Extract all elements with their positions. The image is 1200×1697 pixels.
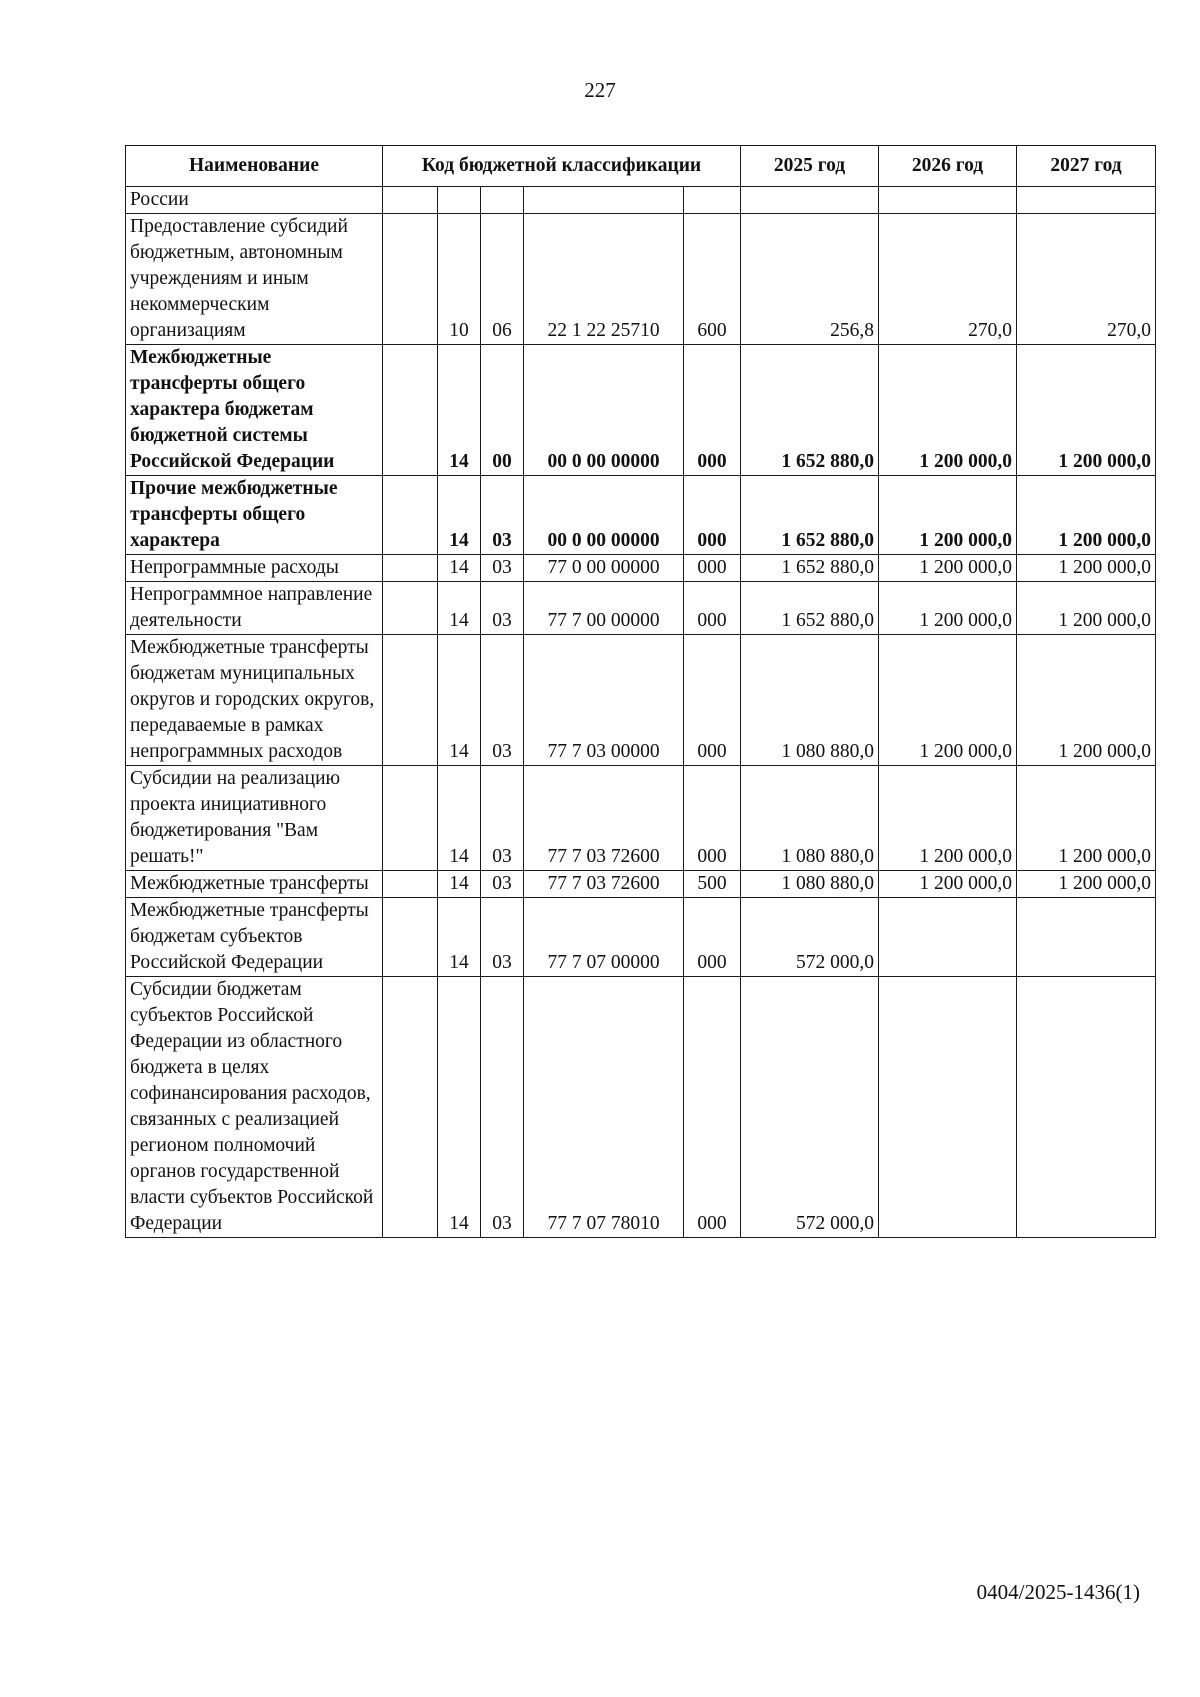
row-name: Непрограммное направление деятельности <box>126 582 383 635</box>
header-code: Код бюджетной классификации <box>383 146 741 187</box>
row-vr: 000 <box>684 476 741 555</box>
row-2027: 1 200 000,0 <box>1017 871 1156 898</box>
row-subsection: 03 <box>481 476 524 555</box>
row-name: Межбюджетные трансферты <box>126 871 383 898</box>
table-row <box>126 555 1156 582</box>
row-section: 14 <box>438 476 481 555</box>
row-2027: 1 200 000,0 <box>1017 555 1156 582</box>
row-2027: 1 200 000,0 <box>1017 345 1156 476</box>
row-2025: 1 080 880,0 <box>741 871 879 898</box>
header-2026: 2026 год <box>879 146 1017 187</box>
row-section: 10 <box>438 214 481 345</box>
row-2025: 1 652 880,0 <box>741 476 879 555</box>
row-2026 <box>879 898 1017 977</box>
row-2025: 1 080 880,0 <box>741 766 879 871</box>
row-2026: 1 200 000,0 <box>879 555 1017 582</box>
row-2027: 1 200 000,0 <box>1017 766 1156 871</box>
table-header-row <box>126 146 1156 187</box>
row-subsection: 03 <box>481 635 524 766</box>
row-2026: 1 200 000,0 <box>879 345 1017 476</box>
row-name: Межбюджетные трансферты бюджетам муниципальных округов и городских округов, передаваемые в рамках непрограммных расходов <box>126 635 383 766</box>
row-section: 14 <box>438 635 481 766</box>
row-subsection <box>481 187 524 214</box>
row-2025: 1 080 880,0 <box>741 635 879 766</box>
row-vr: 000 <box>684 977 741 1238</box>
document-code: 0404/2025-1436(1) <box>976 1580 1140 1604</box>
row-2026: 1 200 000,0 <box>879 635 1017 766</box>
table-row <box>126 871 1156 898</box>
row-subsection: 00 <box>481 345 524 476</box>
table-row <box>126 766 1156 871</box>
row-2026: 1 200 000,0 <box>879 476 1017 555</box>
row-csr: 77 0 00 00000 <box>524 555 684 582</box>
row-csr: 00 0 00 00000 <box>524 476 684 555</box>
table-row <box>126 635 1156 766</box>
row-vr: 000 <box>684 555 741 582</box>
row-name: Субсидии бюджетам субъектов Российской Федерации из областного бюджета в целях софинансирования расходов, связанных с реализацией регионом полномочий органов государственной власти субъектов Российской Федерации <box>126 977 383 1238</box>
row-2027 <box>1017 187 1156 214</box>
row-csr: 77 7 03 72600 <box>524 871 684 898</box>
row-2026: 1 200 000,0 <box>879 766 1017 871</box>
table-row <box>126 214 1156 345</box>
row-2025: 1 652 880,0 <box>741 345 879 476</box>
row-vr: 000 <box>684 766 741 871</box>
row-name: Межбюджетные трансферты общего характера бюджетам бюджетной системы Российской Федерации <box>126 345 383 476</box>
row-name: Прочие межбюджетные трансферты общего характера <box>126 476 383 555</box>
row-subsection: 03 <box>481 898 524 977</box>
row-vr: 000 <box>684 898 741 977</box>
table-row <box>126 977 1156 1238</box>
row-section: 14 <box>438 898 481 977</box>
row-section <box>438 187 481 214</box>
table-row <box>126 187 1156 214</box>
row-2026: 270,0 <box>879 214 1017 345</box>
row-csr: 77 7 00 00000 <box>524 582 684 635</box>
row-name: Межбюджетные трансферты бюджетам субъектов Российской Федерации <box>126 898 383 977</box>
header-2027: 2027 год <box>1017 146 1156 187</box>
row-2027: 270,0 <box>1017 214 1156 345</box>
table-row <box>126 898 1156 977</box>
row-2025: 1 652 880,0 <box>741 555 879 582</box>
table-row <box>126 476 1156 555</box>
row-section: 14 <box>438 345 481 476</box>
row-subsection: 03 <box>481 871 524 898</box>
row-2025: 1 652 880,0 <box>741 582 879 635</box>
row-csr: 77 7 07 00000 <box>524 898 684 977</box>
row-2025: 572 000,0 <box>741 898 879 977</box>
row-section: 14 <box>438 977 481 1238</box>
row-2026 <box>879 977 1017 1238</box>
row-2026 <box>879 187 1017 214</box>
row-csr: 00 0 00 00000 <box>524 345 684 476</box>
row-subsection: 06 <box>481 214 524 345</box>
row-vr: 000 <box>684 345 741 476</box>
row-section: 14 <box>438 582 481 635</box>
row-csr: 77 7 03 00000 <box>524 635 684 766</box>
table-row <box>126 345 1156 476</box>
row-csr: 77 7 03 72600 <box>524 766 684 871</box>
row-2027: 1 200 000,0 <box>1017 476 1156 555</box>
row-2027: 1 200 000,0 <box>1017 582 1156 635</box>
table-row <box>126 582 1156 635</box>
row-vr: 000 <box>684 635 741 766</box>
page-number: 227 <box>584 78 616 102</box>
row-name: Предоставление субсидий бюджетным, автономным учреждениям и иным некоммерческим организациям <box>126 214 383 345</box>
row-section: 14 <box>438 871 481 898</box>
row-vr <box>684 187 741 214</box>
row-vr: 500 <box>684 871 741 898</box>
row-2025 <box>741 187 879 214</box>
header-2025: 2025 год <box>741 146 879 187</box>
row-section: 14 <box>438 555 481 582</box>
row-2027 <box>1017 977 1156 1238</box>
row-vr: 600 <box>684 214 741 345</box>
row-name: Субсидии на реализацию проекта инициативного бюджетирования "Вам решать!" <box>126 766 383 871</box>
row-csr: 22 1 22 25710 <box>524 214 684 345</box>
row-csr <box>524 187 684 214</box>
row-name: Непрограммные расходы <box>126 555 383 582</box>
row-subsection: 03 <box>481 582 524 635</box>
row-subsection: 03 <box>481 977 524 1238</box>
budget-table <box>125 145 1156 1238</box>
row-2026: 1 200 000,0 <box>879 582 1017 635</box>
header-name: Наименование <box>126 146 383 187</box>
row-subsection: 03 <box>481 555 524 582</box>
row-2027 <box>1017 898 1156 977</box>
row-csr: 77 7 07 78010 <box>524 977 684 1238</box>
row-2025: 256,8 <box>741 214 879 345</box>
row-name: России <box>126 187 383 214</box>
row-section: 14 <box>438 766 481 871</box>
row-2026: 1 200 000,0 <box>879 871 1017 898</box>
row-vr: 000 <box>684 582 741 635</box>
row-2025: 572 000,0 <box>741 977 879 1238</box>
row-subsection: 03 <box>481 766 524 871</box>
row-2027: 1 200 000,0 <box>1017 635 1156 766</box>
